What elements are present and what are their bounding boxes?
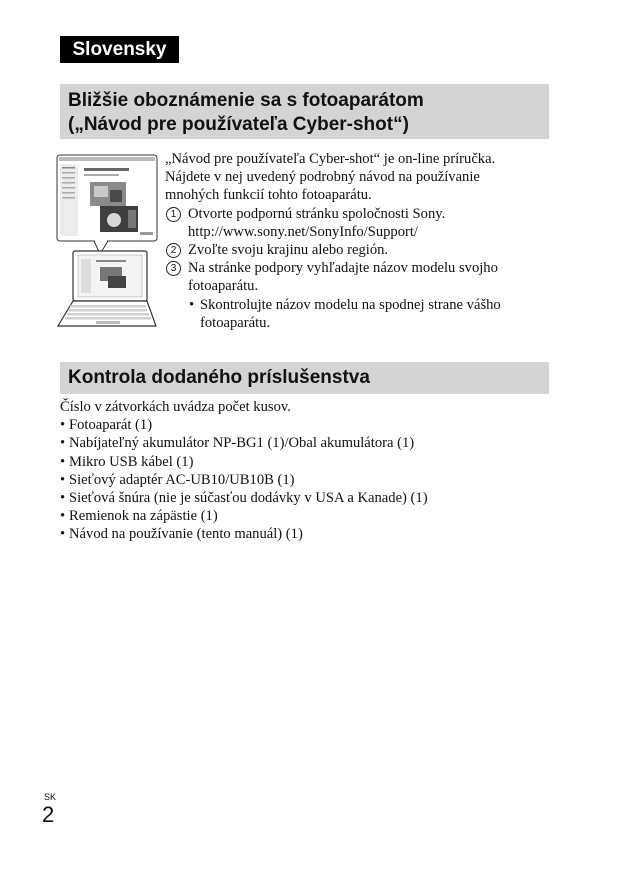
list-item-text: Remienok na zápästie (1) [69,508,218,525]
list-item-text: Mikro USB kábel (1) [69,453,194,470]
step-3 [165,259,551,295]
list-item [60,471,550,489]
intro-line: „Návod pre používateľa Cyber-shot“ je on-line príručka. [165,151,496,167]
step-number-badge: 3 [166,261,181,276]
sub-bullet-text: fotoaparátu. [200,314,271,331]
step-text: Zvoľte svoju krajinu alebo región. [188,242,389,259]
step-text: fotoaparátu. [188,278,259,295]
laptop-with-help-guide-illustration [56,154,158,330]
step-2 [165,241,551,259]
list-item [60,489,550,507]
list-item-text: Návod na používanie (tento manuál) (1) [69,526,303,543]
list-item [60,434,550,452]
bullet: • [189,296,195,313]
step-text: Na stránke podpory vyhľadajte názov modelu svojho [188,260,498,277]
step-3-sub-bullet [165,296,551,332]
browser-callout-icon [57,155,157,254]
bullet: • [60,453,66,470]
intro-line: Nájdete v nej uvedený podrobný návod na používanie [165,169,480,186]
help-guide-description [165,150,551,332]
language-tag: Slovensky [60,36,179,63]
list-item-text: Sieťová šnúra (nie je súčasťou dodávky v USA a Kanade) (1) [69,490,428,507]
bullet: • [60,526,66,543]
list-item [60,525,550,543]
list-item-text: Sieťový adaptér AC-UB10/UB10B (1) [69,471,295,488]
list-item [60,507,550,525]
support-url-link[interactable]: http://www.sony.net/SonyInfo/Support/ [188,223,418,240]
package-contents [60,398,550,544]
page-language-code: SK [44,792,57,802]
section-heading-line-1: Bližšie oboznámenie sa s fotoaparátom [68,90,424,111]
list-item [60,416,550,434]
list-item-text: Nabíjateľný akumulátor NP-BG1 (1)/Obal akumulátora (1) [69,435,415,452]
step-1 [165,205,551,241]
bullet: • [60,417,66,434]
bullet: • [60,490,66,507]
intro-line: mnohých funkcií tohto fotoaparátu. [165,187,372,204]
contents-list [60,416,550,543]
laptop-icon [58,251,156,326]
bullet: • [60,471,66,488]
step-text: Otvorte podpornú stránku spoločnosti Sony. [188,205,446,222]
section-heading-guide [60,84,549,139]
bullet: • [60,508,66,525]
list-item-text: Fotoaparát (1) [69,417,153,434]
list-item [60,453,550,471]
sub-bullet-text: Skontrolujte názov modelu na spodnej strane vášho [200,296,501,313]
contents-intro: Číslo v zátvorkách uvádza počet kusov. [60,399,291,415]
section-heading-line-2: („Návod pre používateľa Cyber-shot“) [68,114,409,135]
section-heading-contents: Kontrola dodaného príslušenstva [60,362,549,394]
step-number-badge: 2 [166,243,181,258]
page-number: 2 [42,802,55,827]
bullet: • [60,435,66,452]
step-number-badge: 1 [166,207,181,222]
